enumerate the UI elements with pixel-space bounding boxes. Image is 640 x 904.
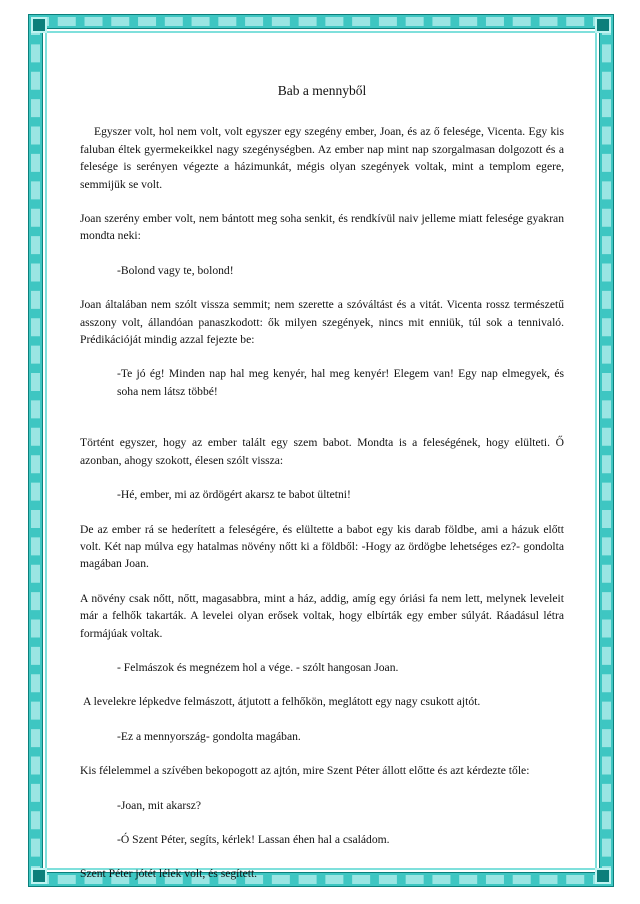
paragraph: Joan általában nem szólt vissza semmit; nem szerette a szóváltást és a vitát. Vicenta rossz természetű asszony volt, állandóan panaszkodott: ők milyen szegények, nincs mit enniük, túl sok a tennivaló. Prédikációját mindig azzal fejezte be: bbox=[80, 298, 564, 347]
dialogue-line: -Ez a mennyország- gondolta magában. bbox=[117, 729, 301, 743]
dialogue-line: -Ó Szent Péter, segíts, kérlek! Lassan éhen hal a családom. bbox=[117, 832, 390, 846]
dialogue-line: - Felmászok és megnézem hol a vége. - szólt hangosan Joan. bbox=[117, 660, 399, 674]
paragraph: Szent Péter jótét lélek volt, és segített. bbox=[80, 867, 258, 881]
document-title: Bab a mennyből bbox=[277, 83, 367, 98]
dialogue-line: -Bolond vagy te, bolond! bbox=[117, 263, 234, 277]
paragraph: Egyszer volt, hol nem volt, volt egyszer egy szegény ember, Joan, és az ő felesége, Vicenta. Egy kis faluban éltek gyermekeikkel nagy szegénységben. Az ember nap mint nap szorgalmasan dolgozott és a felesége is serényen végezte a házimunkát, mégis olyan szegények voltak, mint a templom egere, semmijük se volt. bbox=[80, 125, 564, 191]
paragraph: A növény csak nőtt, nőtt, magasabbra, mint a ház, addig, amíg egy óriási fa nem lett, melynek leveleit már a felhők takarták. A levelei olyan erősek voltak, hogy elbírták egy ember súlyát. Ráadásul létra formájúak voltak. bbox=[80, 591, 564, 640]
paragraph: Joan szerény ember volt, nem bántott meg soha senkit, és rendkívül naiv jelleme miatt felesége gyakran mondta neki: bbox=[80, 212, 564, 243]
paragraph: Kis félelemmel a szívében bekopogott az ajtón, mire Szent Péter állott előtte és azt kérdezte tőle: bbox=[80, 764, 530, 778]
border-corner-ornament bbox=[595, 868, 611, 884]
document-body bbox=[80, 82, 564, 900]
dialogue-line: -Joan, mit akarsz? bbox=[117, 798, 202, 812]
paragraph: A levelekre lépkedve felmászott, átjutott a felhőkön, meglátott egy nagy csukott ajtót. bbox=[83, 695, 481, 709]
paragraph: Történt egyszer, hogy az ember talált egy szem babot. Mondta is a feleségének, hogy elülteti. Ő azonban, ahogy szokott, élesen szólt vissza: bbox=[80, 436, 564, 467]
border-corner-ornament bbox=[31, 17, 47, 33]
dialogue-line: -Hé, ember, mi az ördögért akarsz te babot ültetni! bbox=[117, 488, 351, 502]
border-corner-ornament bbox=[595, 17, 611, 33]
dialogue-line: -Te jó ég! Minden nap hal meg kenyér, hal meg kenyér! Elegem van! Egy nap elmegyek, és soha nem látsz többé! bbox=[117, 367, 564, 398]
border-corner-ornament bbox=[31, 868, 47, 884]
paragraph: De az ember rá se hederített a feleségére, és elültette a babot egy kis darab földbe, ami a házuk előtt volt. Két nap múlva egy hatalmas növény nőtt ki a földből: -Hogy az ördögbe lehetséges ez?- gondolta magában Joan. bbox=[80, 522, 564, 571]
